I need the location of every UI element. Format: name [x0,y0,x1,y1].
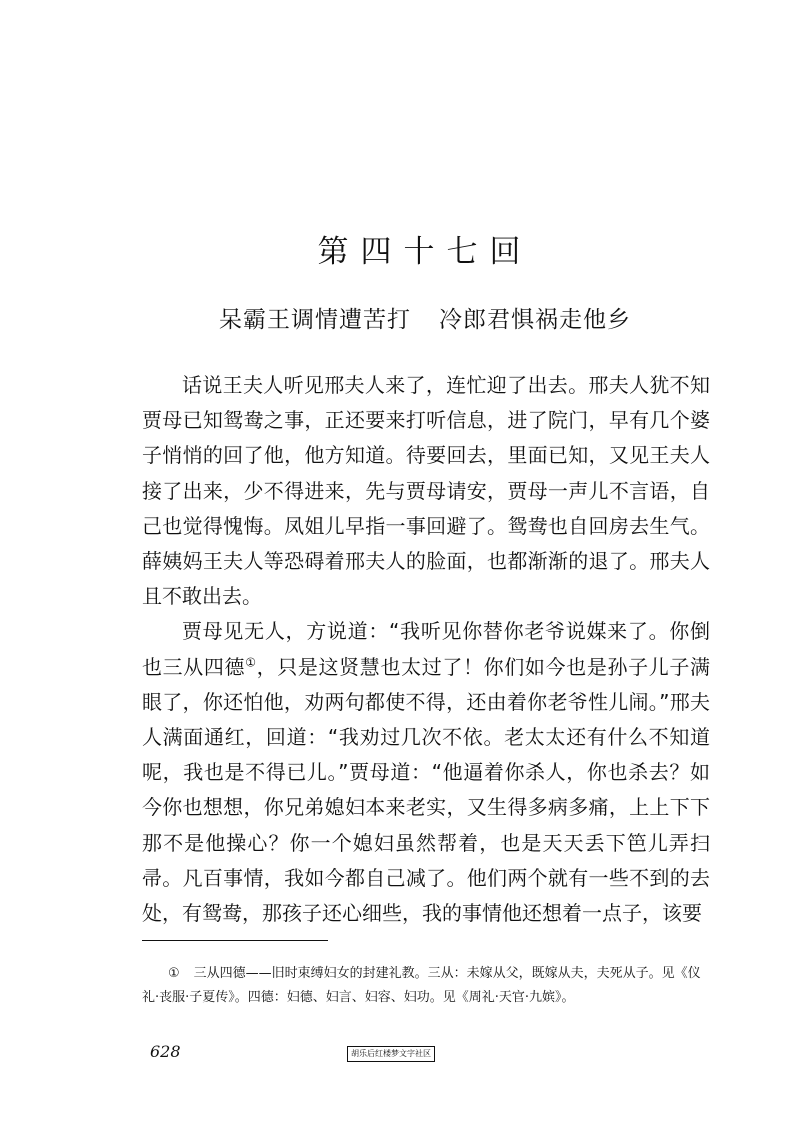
footnote-reference: ① [245,654,257,669]
footnote-text: 三从四德——旧时束缚妇女的封建礼教。三从：未嫁从父，既嫁从夫，夫死从子。见《仪礼·丧服·子夏传》。四德：妇德、妇言、妇容、妇功。见《周礼·天官·九嫔》。 [142,966,701,1005]
chapter-subtitle [0,301,800,334]
watermark-stamp: 胡乐后红楼梦文字社区 [347,1046,435,1062]
footnote [142,962,710,1010]
subtitle-left: 呆霸王调情遭苦打 [219,307,411,333]
chapter-title: 第四十七回 [317,234,533,270]
footnote-divider [142,940,328,941]
paragraph-2-part-2: ，只是这贤慧也太过了！你们如今也是孙子儿子满眼了，你还怕他，劝两句都使不得，还由着你老爷性儿闹。”邢夫人满面通红，回道：“我劝过几次不依。老太太还有什么不知道呢，我也是不得已儿。”贾母道：“他逼着你杀人，你也杀去？如今你也想想，你兄弟媳妇本来老实，又生得多病多痛，上上下下那不是他操心？你一个媳妇虽然帮着，也是天天丢下笆儿弄扫帚。凡百事情，我如今都自己减了。他们两个就有一些不到的去处，有鸳鸯，那孩子还心细些，我的事情他还想着一点子，该要 [142,654,711,926]
page-number: 628 [150,1042,181,1061]
paragraph-1: 话说王夫人听见邢夫人来了，连忙迎了出去。邢夫人犹不知贾母已知鸳鸯之事，正还要来打听信息，进了院门，早有几个婆子悄悄的回了他，他方知道。待要回去，里面已知，又见王夫人接了出来，少不得进来，先与贾母请安，贾母一声儿不言语，自己也觉得愧悔。凤姐儿早指一事回避了。鸳鸯也自回房去生气。薛姨妈王夫人等恐碍着邢夫人的脸面，也都渐渐的退了。邢夫人且不敢出去。 [142,373,710,609]
paragraph-2-part-1: 贾母见无人，方说道：“我听见你替你老爷说媒来了。你倒也三从四德 [142,619,710,679]
paragraph-2 [142,614,710,931]
footnote-number: ① [168,966,180,981]
body-text [142,368,710,931]
subtitle-right: 冷郎君惧祸走他乡 [439,307,631,333]
